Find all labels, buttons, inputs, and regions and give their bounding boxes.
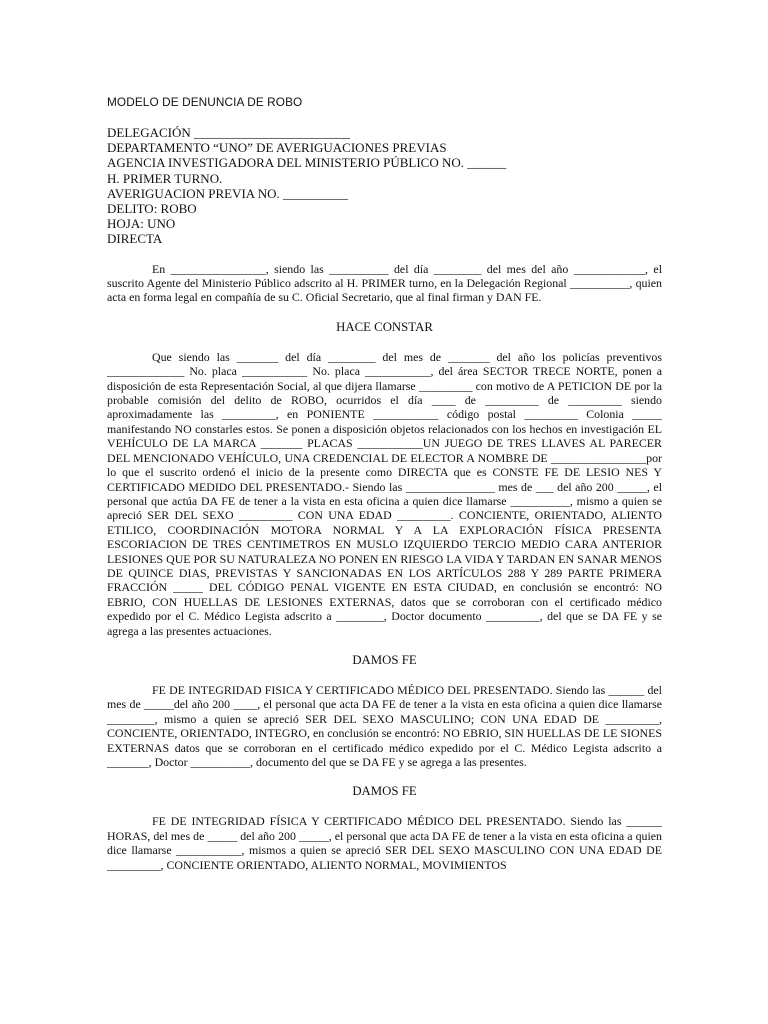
header-averiguacion: AVERIGUACION PREVIA NO. __________ <box>107 185 348 201</box>
heading-damos-fe-2: DAMOS FE <box>352 784 417 799</box>
header-agencia: AGENCIA INVESTIGADORA DEL MINISTERIO PÚBLICO NO. ______ <box>107 155 507 171</box>
header-delegacion: DELEGACIÓN ________________________ <box>107 125 351 140</box>
header-delito: DELITO: ROBO <box>107 201 197 217</box>
header-departamento: DEPARTAMENTO “UNO” DE AVERIGUACIONES PREVIAS <box>107 140 447 156</box>
heading-hace-constar: HACE CONSTAR <box>336 319 433 334</box>
header-directa: DIRECTA <box>107 231 163 247</box>
paragraph-damos-fe-1: FE DE INTEGRIDAD FISICA Y CERTIFICADO MÉDICO DEL PRESENTADO. Siendo las ______ del mes de _____del año 200 ____, el personal que acta DA FE de tener a la vista en esta oficina a quien dice llamarse ________, mismo a quien se apreció SER DEL SEXO MASCULINO; CON UNA EDAD DE _________, CONCIENTE, ORIENTADO, INTEGRO, en conclusión se encontró: NO EBRIO, SIN HUELLAS DE LE SIONES EXTERNAS datos que se corroboran en el certificado médico expedido por el C. Médico Legista adscrito a _______, Doctor __________, documento del que se DA FE y se agrega a las presentes. <box>107 682 662 769</box>
header-turno: H. PRIMER TURNO. <box>107 170 223 186</box>
document-header <box>107 125 662 247</box>
paragraph-damos-fe-2: FE DE INTEGRIDAD FÍSICA Y CERTIFICADO MÉDICO DEL PRESENTADO. Siendo las ______ HORAS, del mes de _____ del año 200 _____, el personal que acta DA FE de tener a la vista en esta oficina a quien dice llamarse ___________, mismos a quien se apreció SER DEL SEXO MASCULINO CON UNA EDAD DE _________, CONCIENTE ORIENTADO, ALIENTO NORMAL, MOVIMIENTOS <box>107 814 662 872</box>
document-page <box>107 95 662 887</box>
heading-damos-fe-1: DAMOS FE <box>352 652 417 667</box>
paragraph-hace-constar: Que siendo las _______ del día ________ del mes de _______ del año los policías preventivos _____________ No. placa ___________ No. placa ___________, del área SECTOR TRECE NORTE, ponen a disposición de esta Representación Social, al que dijera llamarse _________ con motivo de A PETICION DE por la probable comisión del delito de ROBO, ocurridos el día ____ de _________ de _________ siendo aproximadamente las _________, en PONIENTE ___________ código postal _________ Colonia _____ manifestando NO constarles estos. Se ponen a disposición objetos relacionados con los hechos en investigación EL VEHÍCULO DE LA MARCA _______ PLACAS ___________UN JUEGO DE TRES LLAVES AL PARECER DEL MENCIONADO VEHÍCULO, UNA CREDENCIAL DE ELECTOR A NOMBRE DE ________________por lo que el suscrito ordenó el inicio de la presente como DIRECTA que es CONSTE FE DE LESIO NES Y CERTIFICADO MEDIDO DEL PRESENTADO.- Siendo las _______________ mes de ___ del año 200 _____, el personal que actúa DA FE de tener a la vista en esta oficina a quien dice llamarse __________, mismo a quien se apreció SER DEL SEXO _________ CON UNA EDAD _________. CONCIENTE, ORIENTADO, ALIENTO ETILICO, COORDINACIÓN MOTORA NORMAL Y A LA EXPLORACIÓN FÍSICA PRESENTA ESCORIACION DE TRES CENTIMETROS EN MUSLO IZQUIERDO TERCIO MEDIO CARA ANTERIOR LESIONES QUE POR SU NATURALEZA NO PONEN EN RIESGO LA VIDA Y TARDAN EN SANAR MENOS DE QUINCE DIAS, PREVISTAS Y SANCIONADAS EN LOS ARTÍCULOS 288 Y 289 PARTE PRIMERA FRACCIÓN _____ DEL CÓDIGO PENAL VIGENTE EN ESTA CIUDAD, en conclusión se encontró: NO EBRIO, CON HUELLAS DE LESIONES EXTERNAS, datos que se corroboran con el certificado médico expedido por el C. Médico Legista adscrito a ________, Doctor documento _________, del que se DA FE y se agrega a las presentes actuaciones. <box>107 349 662 638</box>
paragraph-opening: En ________________, siendo las __________ del día ________ del mes del año ____________, el suscrito Agente del Ministerio Público adscrito al H. PRIMER turno, en la Delegación Regional __________, quien acta en forma legal en compañía de su C. Oficial Secretario, que al final firman y DAN FE. <box>107 261 662 305</box>
header-hoja: HOJA: UNO <box>107 216 176 232</box>
document-title: MODELO DE DENUNCIA DE ROBO <box>107 95 303 109</box>
